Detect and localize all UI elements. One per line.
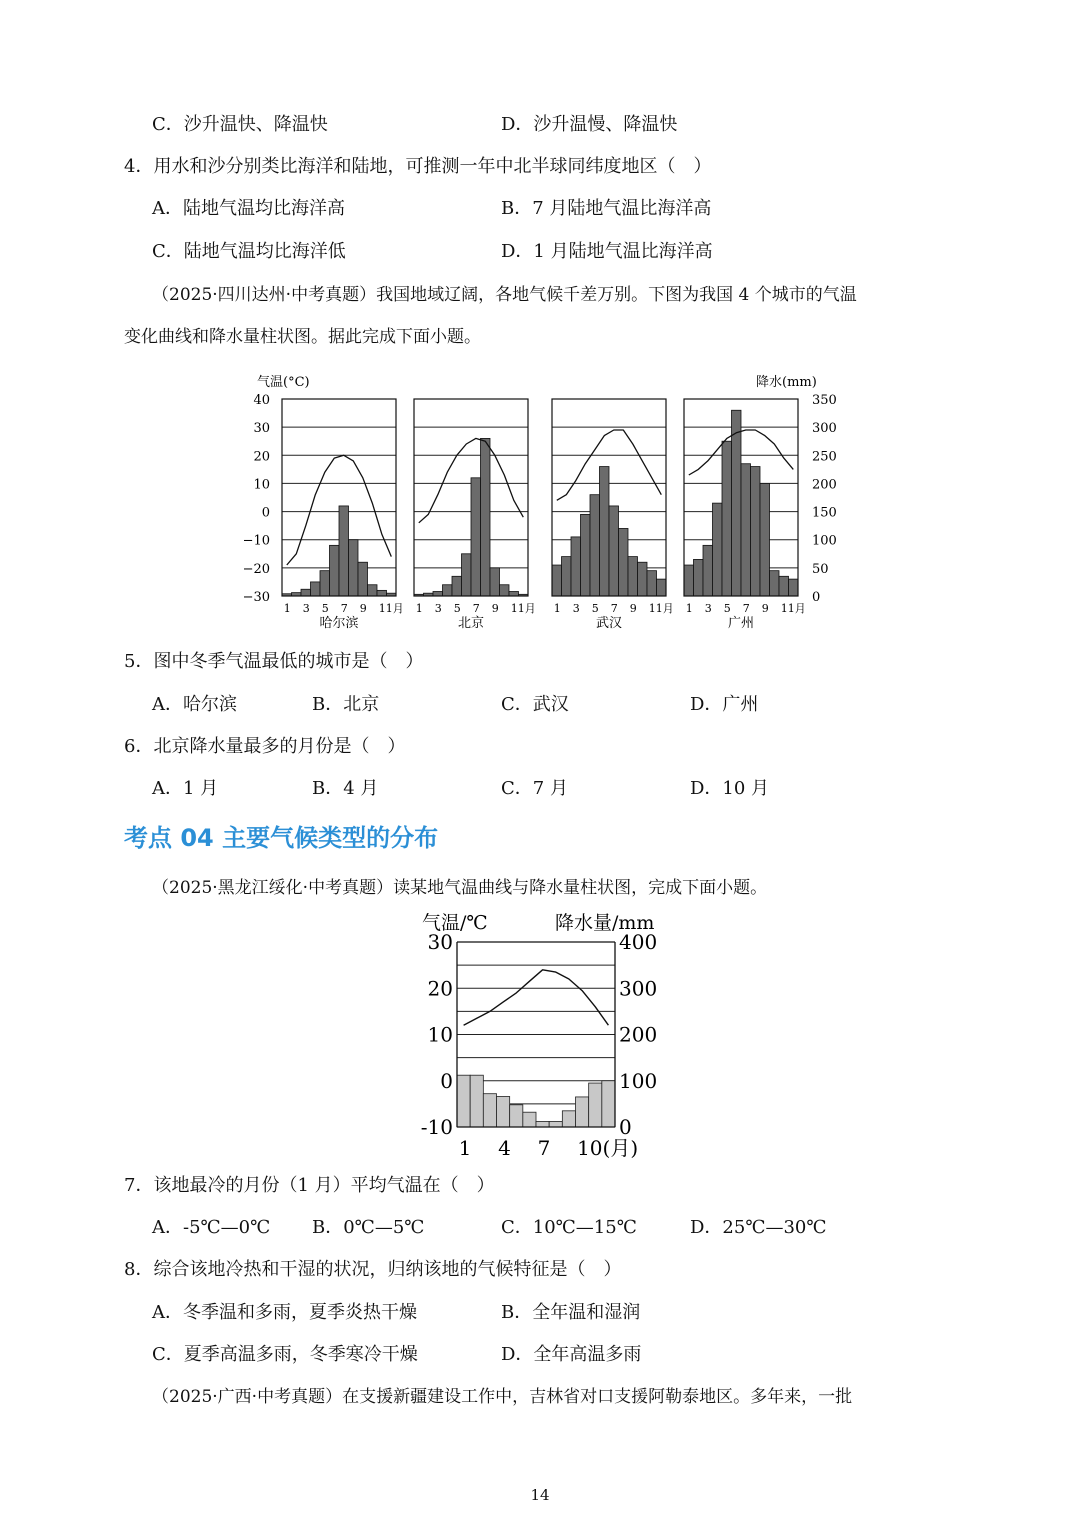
precip-bar	[452, 576, 462, 596]
section-title: 考点 04 主要气候类型的分布	[124, 824, 439, 852]
month-tick-label: 7	[742, 602, 750, 615]
temp-tick-label: 40	[253, 393, 270, 408]
precip-bar	[713, 503, 723, 596]
precip-bar	[301, 589, 311, 596]
precip-tick-label: 50	[812, 561, 829, 577]
precip-bar	[562, 557, 572, 596]
q8-option-d: D．全年高温多雨	[501, 1344, 642, 1365]
precip-bar	[619, 528, 629, 596]
precip-bar	[549, 1121, 562, 1127]
precip-tick-label: 0	[812, 590, 821, 605]
precip-bar	[330, 545, 340, 596]
precip-bar	[600, 467, 610, 596]
city-name-label: 广州	[727, 616, 755, 631]
q7-option-d: D．25℃—30℃	[690, 1217, 827, 1238]
precip-bar	[500, 585, 510, 596]
q4-option-d: D．1 月陆地气温比海洋高	[501, 241, 713, 262]
precip-tick-label: 350	[812, 393, 837, 408]
q4-option-a: A．陆地气温均比海洋高	[152, 198, 345, 219]
q8-option-a: A．冬季温和多雨，夏季炎热干燥	[152, 1302, 417, 1323]
precip-bar	[703, 545, 713, 596]
month-tick-label: 7	[610, 602, 618, 615]
month-tick-label: 11月	[780, 602, 806, 615]
q5-option-a: A．哈尔滨	[152, 694, 237, 715]
month-tick-label: 9	[629, 602, 637, 615]
month-tick-label: 3	[302, 602, 310, 615]
temp-tick-label: -10	[420, 1115, 453, 1139]
month-tick-label: 5	[321, 602, 329, 615]
precip-bar	[576, 1097, 589, 1127]
temp-tick-label: 10	[427, 1022, 453, 1047]
precip-bar	[628, 557, 638, 596]
month-tick-label: 1	[553, 602, 561, 615]
precip-bar	[684, 565, 694, 596]
precip-bar	[609, 506, 619, 596]
month-tick-label: 7	[340, 602, 348, 615]
q8-option-c: C．夏季高温多雨，冬季寒冷干燥	[152, 1344, 418, 1365]
precip-tick-label: 200	[619, 1022, 658, 1047]
temp-tick-label: −10	[242, 533, 270, 549]
precip-bar	[562, 1111, 575, 1127]
city-panel-3	[552, 399, 674, 631]
q6-option-a: A．1 月	[152, 778, 219, 799]
month-tick-label: 10(月)	[577, 1136, 639, 1160]
temp-tick-label: 20	[253, 449, 270, 465]
precip-bar	[368, 585, 378, 596]
temp-tick-label: −30	[242, 590, 270, 605]
precip-bar	[571, 537, 581, 596]
precip-bar	[457, 1075, 470, 1127]
intro1-line1: （2025·四川达州·中考真题）我国地域辽阔，各地气候千差万别。下图为我国 4 个城市的气温	[152, 285, 857, 305]
month-tick-label: 11月	[378, 602, 404, 615]
precip-bar	[760, 483, 770, 596]
precip-tick-label: 300	[619, 976, 658, 1001]
chart2-temp-axis-label: 气温/℃	[422, 912, 488, 934]
temp-tick-label: 10	[253, 477, 270, 493]
q7-option-a: A．-5℃—0℃	[152, 1217, 271, 1238]
intro2: （2025·黑龙江绥化·中考真题）读某地气温曲线与降水量柱状图，完成下面小题。	[152, 878, 768, 898]
precip-bar	[358, 562, 368, 596]
precip-tick-label: 100	[619, 1068, 658, 1093]
city-panel-4	[684, 399, 806, 631]
precip-tick-label: 400	[619, 930, 658, 954]
precip-bar	[433, 591, 443, 596]
precip-bar	[377, 590, 387, 596]
month-tick-label: 7	[537, 1136, 551, 1160]
precip-tick-label: 0	[619, 1115, 632, 1139]
temp-tick-label: 0	[261, 505, 270, 521]
intro1-line2: 变化曲线和降水量柱状图。据此完成下面小题。	[124, 327, 481, 347]
city-name-label: 哈尔滨	[319, 616, 359, 631]
precip-bar	[590, 495, 600, 596]
month-tick-label: 1	[283, 602, 291, 615]
temp-tick-label: 30	[253, 421, 270, 437]
precip-bar	[751, 467, 761, 596]
precip-bar	[552, 565, 562, 596]
q6-stem: 6．北京降水量最多的月份是（ ）	[124, 736, 406, 757]
precip-bar	[497, 1096, 510, 1127]
month-tick-label: 1	[458, 1136, 472, 1160]
q8-stem: 8．综合该地冷热和干湿的状况，归纳该地的气候特征是（ ）	[124, 1259, 622, 1280]
q6-option-c: C．7 月	[501, 778, 568, 799]
month-tick-label: 9	[491, 602, 499, 615]
city-panel-1	[282, 399, 404, 631]
precip-bar	[320, 571, 330, 596]
month-tick-label: 3	[434, 602, 442, 615]
precip-bar	[732, 410, 742, 596]
q4-option-b: B．7 月陆地气温比海洋高	[501, 198, 712, 219]
month-tick-label: 7	[472, 602, 480, 615]
precip-bar	[657, 579, 667, 596]
precip-bar	[470, 1075, 483, 1127]
q7-option-b: B．0℃—5℃	[312, 1217, 425, 1238]
precip-bar	[443, 585, 453, 596]
precip-bar	[722, 441, 732, 596]
precip-bar	[349, 540, 359, 596]
month-tick-label: 3	[704, 602, 712, 615]
q5-option-d: D．广州	[690, 694, 759, 715]
month-tick-label: 9	[359, 602, 367, 615]
precip-bar	[589, 1083, 602, 1127]
precip-bar	[339, 506, 349, 596]
temp-tick-label: 30	[427, 930, 453, 954]
city-panel-2	[414, 399, 536, 631]
precip-bar	[311, 582, 321, 596]
precip-bar	[462, 554, 472, 596]
precip-bar	[536, 1121, 549, 1127]
precip-bar	[483, 1094, 496, 1127]
month-tick-label: 1	[415, 602, 423, 615]
q3-option-d: D．沙升温慢、降温快	[501, 114, 678, 135]
q6-option-d: D．10 月	[690, 778, 770, 799]
precip-bar	[741, 464, 751, 596]
precip-bar	[490, 568, 500, 596]
temp-tick-label: 20	[427, 976, 453, 1001]
precip-bar	[770, 571, 780, 596]
precip-tick-label: 200	[812, 477, 837, 493]
month-tick-label: 11月	[648, 602, 674, 615]
precip-bar	[471, 478, 481, 596]
precip-tick-label: 150	[812, 505, 837, 521]
precip-bar	[647, 571, 657, 596]
month-tick-label: 4	[498, 1136, 511, 1160]
precip-tick-label: 250	[812, 449, 837, 465]
precip-bar	[481, 438, 491, 596]
precip-bar	[523, 1112, 536, 1127]
precip-tick-label: 100	[812, 533, 837, 549]
local-climate-chart	[405, 905, 680, 1165]
month-tick-label: 9	[761, 602, 769, 615]
intro3: （2025·广西·中考真题）在支援新疆建设工作中，吉林省对口支援阿勒泰地区。多年来，一批	[152, 1387, 853, 1407]
temp-tick-label: 0	[440, 1068, 453, 1093]
precip-bar	[509, 591, 519, 596]
precip-tick-label: 300	[812, 421, 837, 437]
month-tick-label: 5	[453, 602, 461, 615]
precip-bar	[789, 579, 799, 596]
q7-stem: 7．该地最冷的月份（1 月）平均气温在（ ）	[124, 1175, 495, 1196]
q7-option-c: C．10℃—15℃	[501, 1217, 637, 1238]
city-climate-charts	[240, 362, 840, 637]
month-tick-label: 1	[685, 602, 693, 615]
city-name-label: 北京	[457, 616, 485, 631]
q5-option-b: B．北京	[312, 694, 380, 715]
temp-tick-label: −20	[242, 561, 270, 577]
month-tick-label: 5	[723, 602, 731, 615]
month-tick-label: 5	[591, 602, 599, 615]
q4-stem: 4．用水和沙分别类比海洋和陆地，可推测一年中北半球同纬度地区（ ）	[124, 156, 712, 177]
precip-bar	[581, 514, 591, 596]
q6-option-b: B．4 月	[312, 778, 379, 799]
q3-option-c: C．沙升温快、降温快	[152, 114, 328, 135]
precip-bar	[638, 562, 648, 596]
q5-option-c: C．武汉	[501, 694, 569, 715]
q8-option-b: B．全年温和湿润	[501, 1302, 641, 1323]
temp-curve	[464, 970, 609, 1025]
page-number: 14	[530, 1486, 550, 1504]
month-tick-label: 3	[572, 602, 580, 615]
precip-bar	[510, 1105, 523, 1127]
month-tick-label: 11月	[510, 602, 536, 615]
chart1-precip-axis-label: 降水(mm)	[756, 375, 817, 390]
precip-bar	[694, 559, 704, 596]
q4-option-c: C．陆地气温均比海洋低	[152, 241, 346, 262]
precip-bar	[602, 1081, 615, 1127]
chart2-precip-axis-label: 降水量/mm	[555, 912, 655, 934]
chart1-temp-axis-label: 气温(°C)	[257, 375, 310, 390]
city-name-label: 武汉	[595, 616, 623, 631]
q5-stem: 5．图中冬季气温最低的城市是（ ）	[124, 651, 424, 672]
precip-bar	[779, 576, 789, 596]
